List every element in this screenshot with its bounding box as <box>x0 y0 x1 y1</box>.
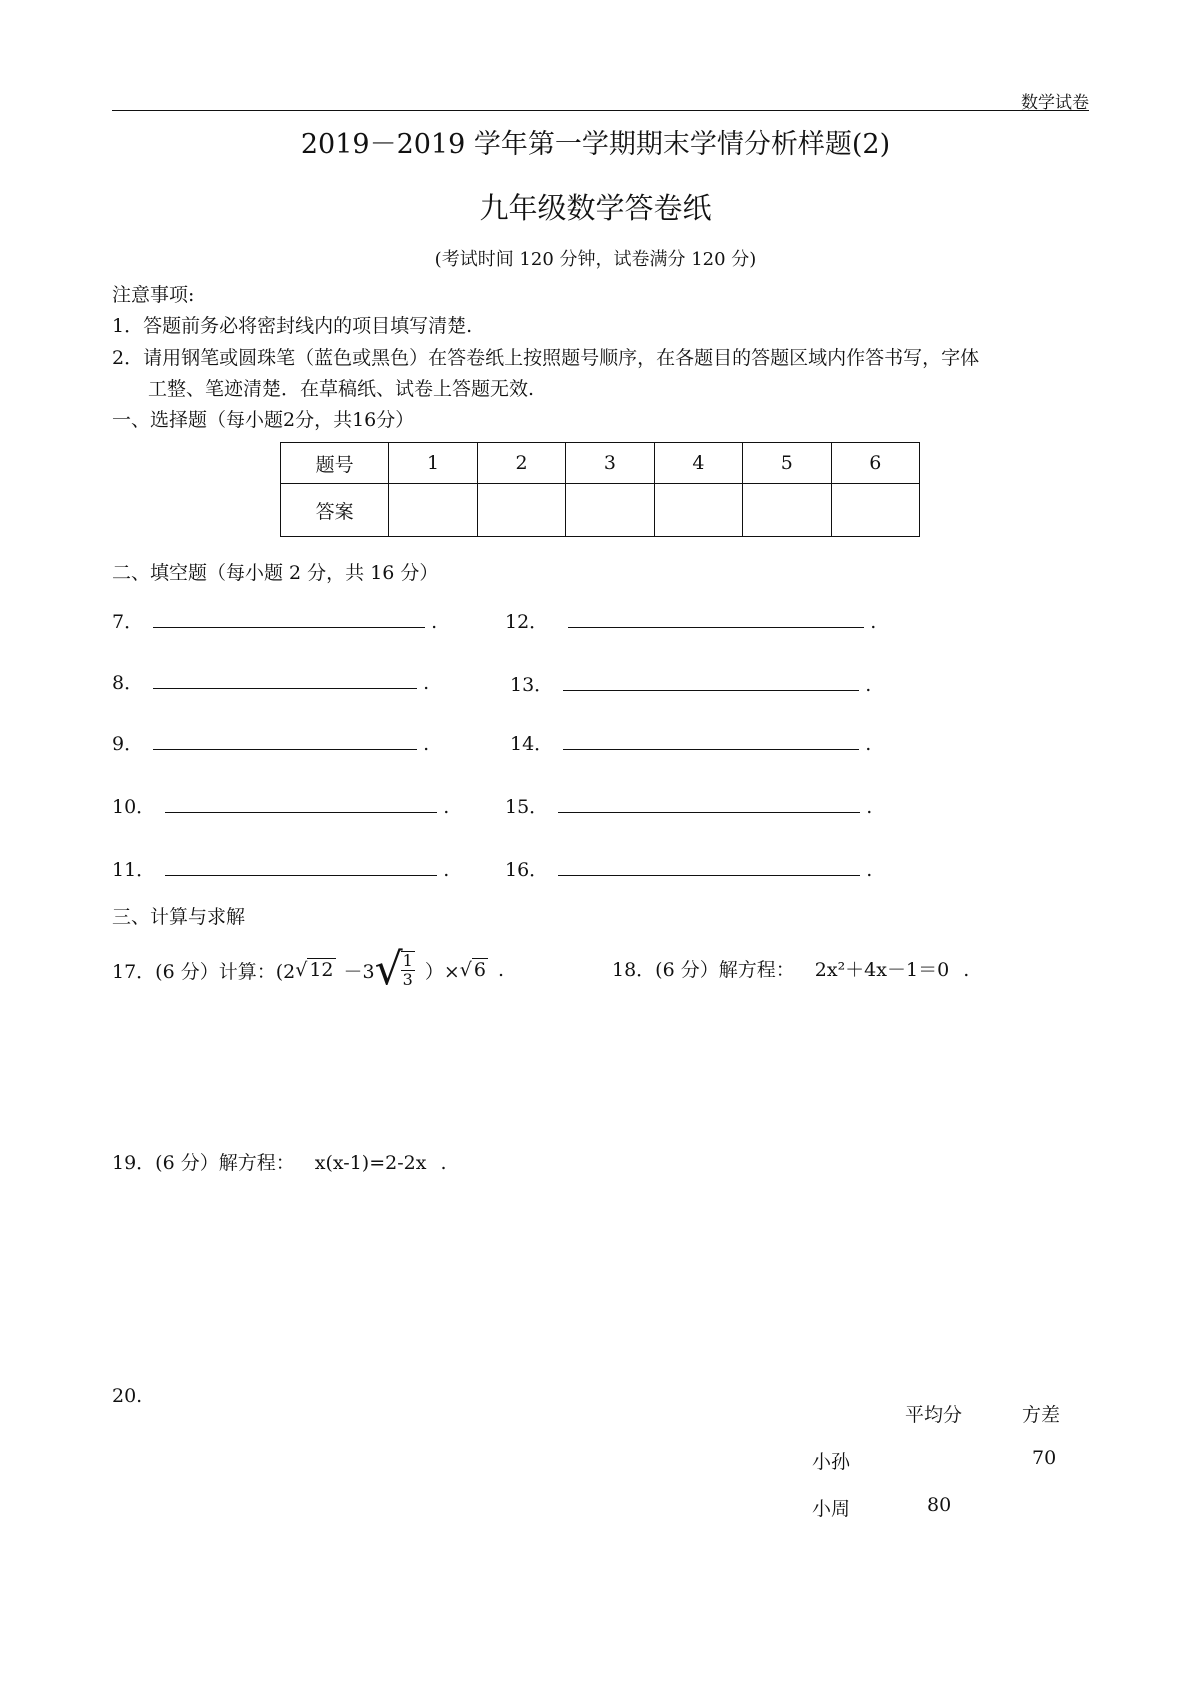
q18-equation: 2x²＋4x－1＝0 <box>814 959 950 981</box>
fill-item-12 <box>505 607 876 634</box>
fill-number: 8． <box>112 672 144 694</box>
exam-info: (考试时间 120 分钟，试卷满分 120 分) <box>434 249 757 270</box>
choice-answer-table <box>280 442 920 537</box>
sqrt-12: √ 12 <box>295 959 334 981</box>
section3-heading: 三、计算与求解 <box>112 906 246 928</box>
fill-period: . <box>866 859 873 881</box>
table-cell: 6 <box>831 443 919 484</box>
row-zhou-mean: 80 <box>927 1494 952 1516</box>
answer-cell-1[interactable] <box>389 484 477 537</box>
fill-period: . <box>423 672 430 694</box>
fill-item-11 <box>112 855 449 882</box>
answer-line[interactable] <box>558 811 860 813</box>
numerator: 1 <box>402 951 413 971</box>
notes-heading: 注意事项: <box>112 284 195 306</box>
notes-item-2-line-1: 2．请用钢笔或圆珠笔（蓝色或黑色）在答卷纸上按照题号顺序，在各题目的答题区域内作答书写，字体 <box>112 347 980 369</box>
answer-line[interactable] <box>153 687 417 689</box>
fill-period: . <box>870 611 877 633</box>
fill-number: 10． <box>112 796 156 818</box>
answer-line[interactable] <box>165 874 437 876</box>
denominator: 3 <box>402 970 413 989</box>
fill-item-8 <box>112 668 429 695</box>
answer-line[interactable] <box>153 626 425 628</box>
fill-number: 16． <box>505 859 549 881</box>
answer-line[interactable] <box>568 626 864 628</box>
q17-end: . <box>497 959 505 981</box>
fill-item-14 <box>510 729 871 756</box>
page-title: 2019－2019 学年第一学期期末学情分析样题(2) <box>300 129 891 160</box>
answer-line[interactable] <box>558 874 860 876</box>
answer-cell-4[interactable] <box>654 484 742 537</box>
fill-period: . <box>865 674 872 696</box>
fill-item-15 <box>505 792 872 819</box>
q19-equation: x(x-1)=2-2x <box>314 1152 427 1174</box>
row-name-zhou: 小周 <box>812 1498 851 1520</box>
table-cell: 3 <box>566 443 654 484</box>
page-subtitle: 九年级数学答卷纸 <box>479 191 712 225</box>
q18-prefix: 18．(6 分）解方程： <box>612 959 795 981</box>
fill-period: . <box>866 796 873 818</box>
fraction-1-3 <box>401 951 415 988</box>
fill-period: . <box>431 611 438 633</box>
answer-line[interactable] <box>153 748 417 750</box>
table-row <box>281 484 920 537</box>
fill-number: 14． <box>510 733 554 755</box>
q17-close: ）× <box>424 960 460 983</box>
fill-number: 9． <box>112 733 144 755</box>
fill-item-16 <box>505 855 872 882</box>
fill-item-10 <box>112 792 449 819</box>
section2-heading: 二、填空题（每小题 2 分，共 16 分） <box>112 562 439 584</box>
fill-number: 7． <box>112 611 144 633</box>
q17-mid: －3 <box>343 960 375 983</box>
header-rule <box>112 110 1089 111</box>
fill-period: . <box>443 859 450 881</box>
fill-number: 15． <box>505 796 549 818</box>
table-cell-label: 答案 <box>281 484 389 537</box>
answer-cell-2[interactable] <box>477 484 565 537</box>
table-cell: 5 <box>743 443 831 484</box>
table-cell-label: 题号 <box>281 443 389 484</box>
radical-sign: √ <box>374 944 403 995</box>
fill-period: . <box>423 733 430 755</box>
table-cell: 1 <box>389 443 477 484</box>
radicand: 12 <box>309 959 334 981</box>
q17-prefix: 17．(6 分）计算：(2 <box>112 960 296 983</box>
header-label: 数学试卷 <box>1021 93 1089 113</box>
answer-line[interactable] <box>563 748 859 750</box>
fill-item-9 <box>112 729 429 756</box>
answer-line[interactable] <box>563 689 859 691</box>
fill-period: . <box>865 733 872 755</box>
notes-item-2-line-2: 工整、笔迹清楚．在草稿纸、试卷上答题无效. <box>148 378 535 400</box>
col-mean-header: 平均分 <box>905 1404 963 1426</box>
answer-cell-3[interactable] <box>566 484 654 537</box>
fill-number: 11． <box>112 859 156 881</box>
fill-item-7 <box>112 607 437 634</box>
q19-end: . <box>440 1152 447 1174</box>
answer-line[interactable] <box>165 811 437 813</box>
table-cell: 4 <box>654 443 742 484</box>
row-name-sun: 小孙 <box>812 1451 851 1473</box>
sqrt-6: √ 6 <box>459 959 486 981</box>
answer-cell-6[interactable] <box>831 484 919 537</box>
notes-item-1: 1．答题前务必将密封线内的项目填写清楚. <box>112 315 473 337</box>
row-sun-variance: 70 <box>1032 1447 1057 1469</box>
table-row <box>281 443 920 484</box>
q19-prefix: 19．(6 分）解方程： <box>112 1152 295 1174</box>
q18-end: . <box>963 959 970 981</box>
fill-item-13 <box>510 670 871 697</box>
question-18 <box>612 955 969 982</box>
question-20: 20. <box>112 1385 143 1407</box>
fill-period: . <box>443 796 450 818</box>
col-variance-header: 方差 <box>1022 1404 1061 1426</box>
table-cell: 2 <box>477 443 565 484</box>
section1-heading: 一、选择题（每小题2分，共16分） <box>112 409 415 431</box>
fill-number: 13． <box>510 674 554 696</box>
question-17 <box>112 940 504 1000</box>
question-19 <box>112 1148 447 1175</box>
fill-number: 12． <box>505 611 549 633</box>
radicand: 6 <box>473 959 486 981</box>
answer-cell-5[interactable] <box>743 484 831 537</box>
